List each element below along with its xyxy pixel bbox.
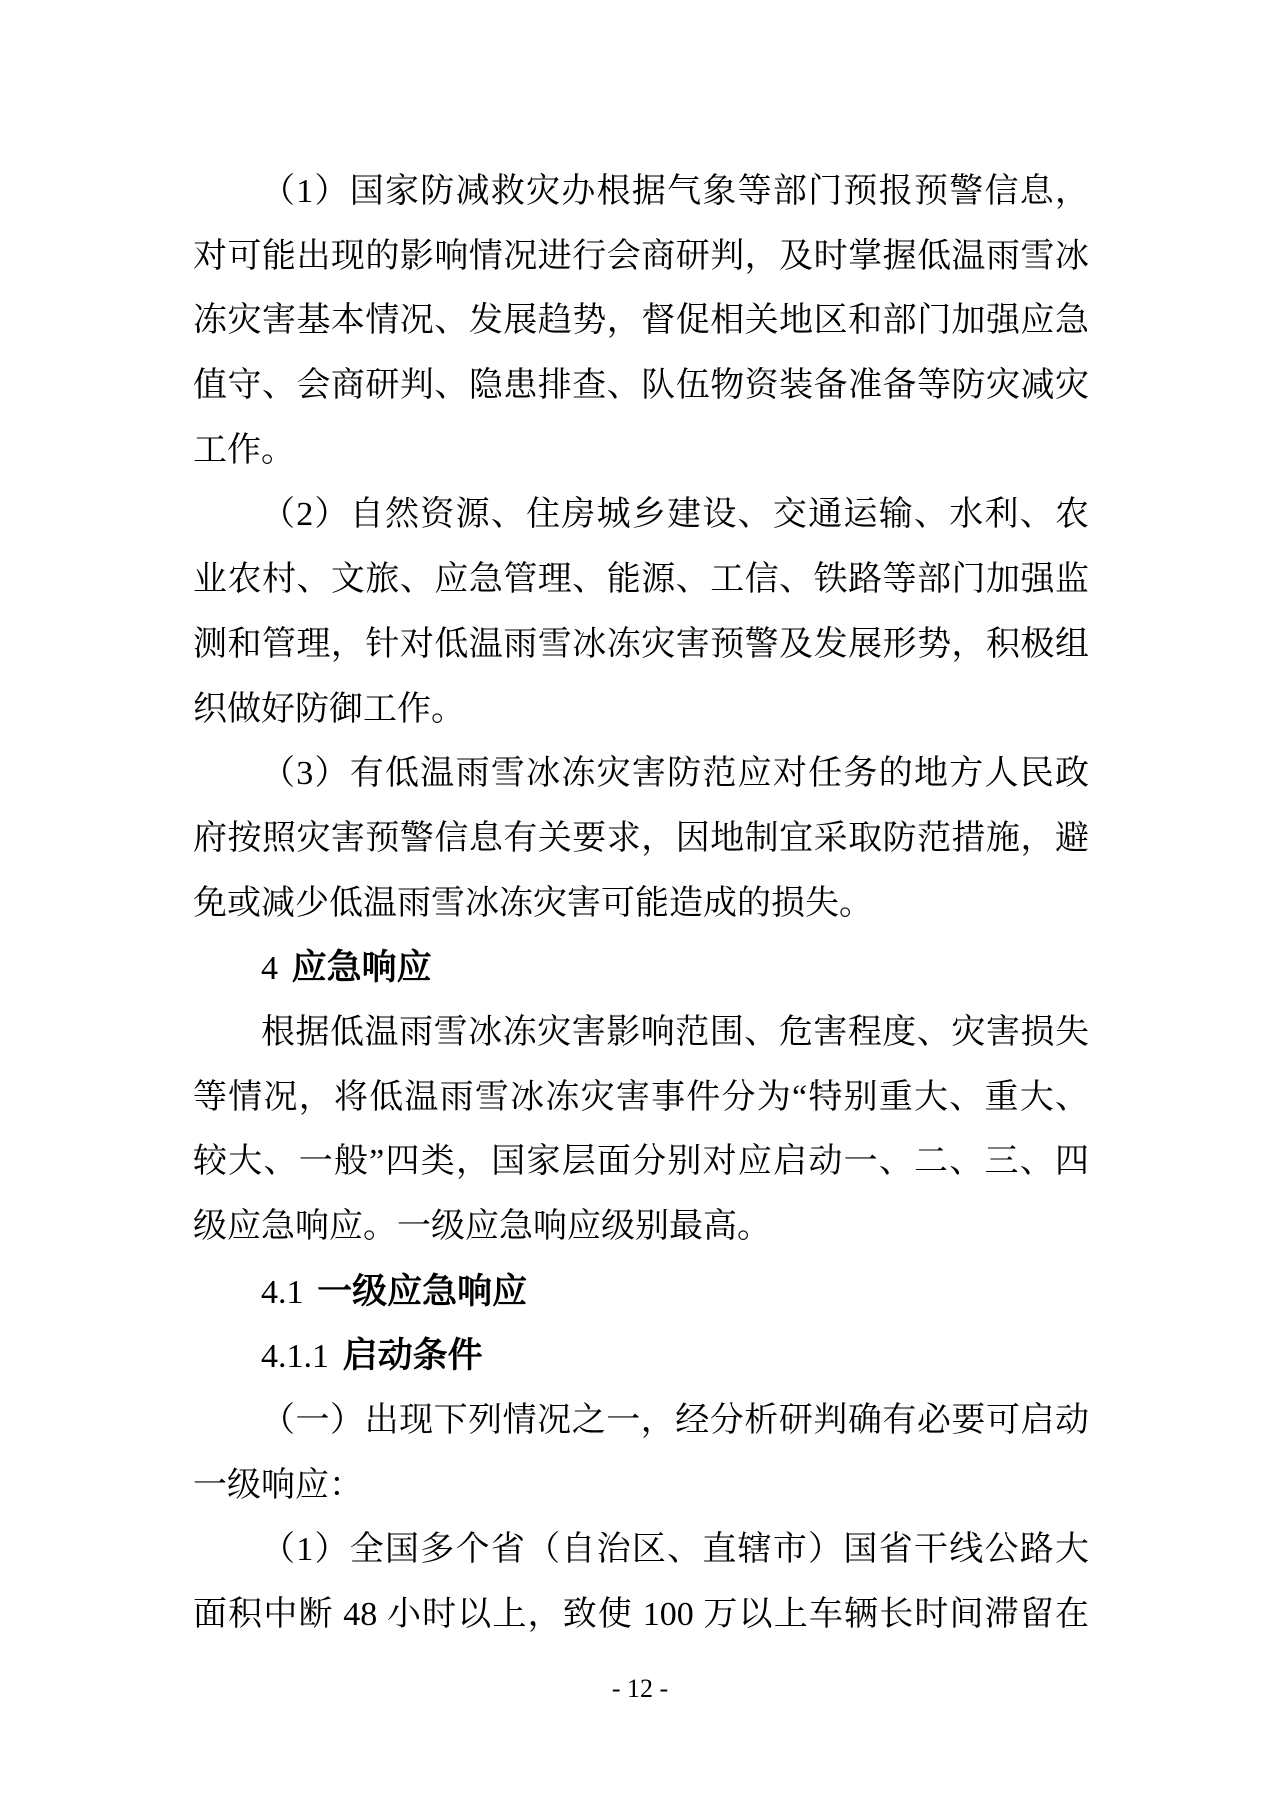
heading-title: 应急响应 xyxy=(291,948,432,988)
text-line: 织做好防御工作。 xyxy=(193,690,465,728)
text-line: 根据低温雨雪冰冻灾害影响范围、危害程度、灾害损失 xyxy=(261,1013,1089,1051)
text-line: 免或减少低温雨雪冰冻灾害可能造成的损失。 xyxy=(193,884,873,922)
text-line: 对可能出现的影响情况进行会商研判，及时掌握低温雨雪冰 xyxy=(193,237,1089,275)
heading-line xyxy=(193,936,1089,1001)
text-line: 面积中断 48 小时以上，致使 100 万以上车辆长时间滞留在 xyxy=(193,1596,1089,1634)
text-line: （2）自然资源、住房城乡建设、交通运输、水利、农 xyxy=(261,496,1089,534)
heading-number: 4.1 xyxy=(261,1273,304,1311)
text-line: 较大、一般”四类，国家层面分别对应启动一、二、三、四 xyxy=(193,1143,1089,1181)
text-line: 等情况，将低温雨雪冰冻灾害事件分为“特别重大、重大、 xyxy=(193,1078,1089,1116)
heading-line xyxy=(193,1324,1089,1389)
text-line: （3）有低温雨雪冰冻灾害防范应对任务的地方人民政 xyxy=(261,755,1089,793)
text-line: 业农村、文旅、应急管理、能源、工信、铁路等部门加强监 xyxy=(193,561,1089,599)
heading-number: 4 xyxy=(261,950,278,988)
text-line: 一级响应： xyxy=(193,1466,363,1504)
text-line: 值守、会商研判、隐患排查、队伍物资装备准备等防灾减灾 xyxy=(193,367,1089,405)
heading-title: 一级应急响应 xyxy=(317,1271,528,1311)
text-line: 测和管理，针对低温雨雪冰冻灾害预警及发展形势，积极组 xyxy=(193,625,1089,663)
text-line: （一）出现下列情况之一，经分析研判确有必要可启动 xyxy=(261,1402,1089,1440)
text-line: 工作。 xyxy=(193,431,295,469)
document-body xyxy=(193,160,1089,1648)
page-number: - 12 - xyxy=(611,1674,669,1703)
heading-line xyxy=(193,1260,1089,1325)
text-line: （1）国家防减救灾办根据气象等部门预报预警信息， xyxy=(261,173,1089,210)
heading-number: 4.1.1 xyxy=(261,1338,329,1376)
text-line: 冻灾害基本情况、发展趋势，督促相关地区和部门加强应急 xyxy=(193,302,1089,340)
text-line: 级应急响应。一级应急响应级别最高。 xyxy=(193,1208,771,1245)
heading-title: 启动条件 xyxy=(342,1336,483,1376)
text-line: 府按照灾害预警信息有关要求，因地制宜采取防范措施，避 xyxy=(193,819,1089,857)
text-line: （1）全国多个省（自治区、直辖市）国省干线公路大 xyxy=(261,1531,1089,1569)
